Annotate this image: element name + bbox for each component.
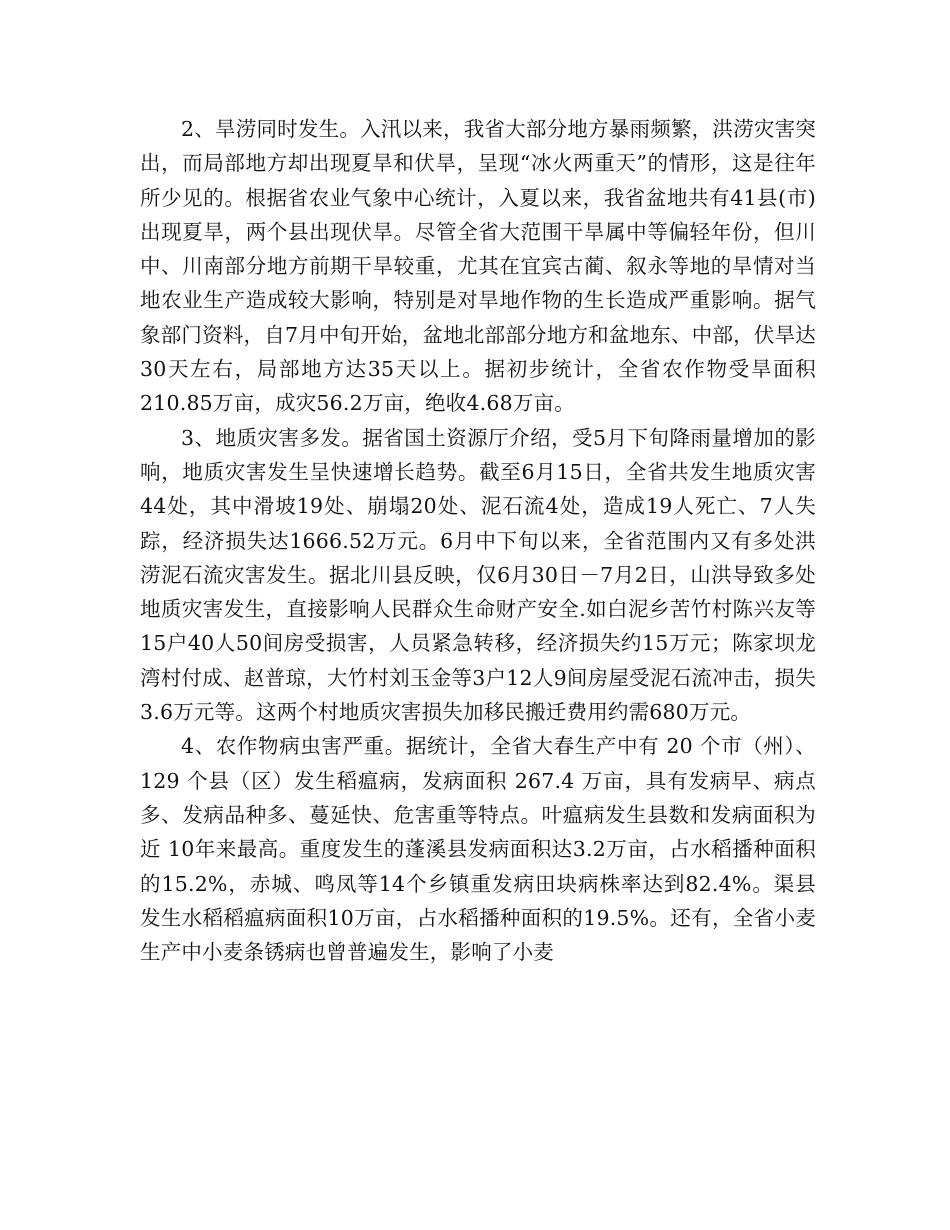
document-page — [140, 112, 816, 969]
paragraph-crop-pests: 4、农作物病虫害严重。据统计，全省大春生产中有 20 个市（州）、129 个县（区）发生稻瘟病，发病面积 267.4 万亩，具有发病早、病点多、发病品种多、蔓延快、危害重等特点。叶瘟病发生县数和发病面积为近 10年来最高。重度发生的蓬溪县发病面积达3.2万亩，占水稻播种面积的15.2%，赤城、鸣凤等14个乡镇重发病田块病株率达到82.4%。渠县发生水稻稻瘟病面积10万亩，占水稻播种面积的19.5%。还有，全省小麦生产中小麦条锈病也曾普遍发生，影响了小麦 — [140, 734, 816, 965]
paragraph-geological-disasters: 3、地质灾害多发。据省国土资源厅介绍，受5月下旬降雨量增加的影响，地质灾害发生呈快速增长趋势。截至6月15日，全省共发生地质灾害44处，其中滑坡19处、崩塌20处、泥石流4处，造成19人死亡、7人失踪，经济损失达1666.52万元。6月中下旬以来，全省范围内又有多处洪涝泥石流灾害发生。据北川县反映，仅6月30日－7月2日，山洪导致多处地质灾害发生，直接影响人民群众生命财产安全.如白泥乡苦竹村陈兴友等15户40人50间房受损害，人员紧急转移，经济损失约15万元；陈家坝龙湾村付成、赵普琼，大竹村刘玉金等3户12人9间房屋受泥石流冲击，损失3.6万元等。这两个村地质灾害损失加移民搬迁费用约需680万元。 — [140, 425, 816, 725]
paragraph-drought-flood: 2、旱涝同时发生。入汛以来，我省大部分地方暴雨频繁，洪涝灾害突出，而局部地方却出现夏旱和伏旱，呈现“冰火两重天”的情形，这是往年所少见的。根据省农业气象中心统计，入夏以来，我省盆地共有41县(市)出现夏旱，两个县出现伏旱。尽管全省大范围干旱属中等偏轻年份，但川中、川南部分地方前期干旱较重，尤其在宜宾古蔺、叙永等地的旱情对当地农业生产造成较大影响，特别是对旱地作物的生长造成严重影响。据气象部门资料，自7月中旬开始，盆地北部部分地方和盆地东、中部，伏旱达30天左右，局部地方达35天以上。据初步统计，全省农作物受旱面积210.85万亩，成灾56.2万亩，绝收4.68万亩。 — [140, 117, 816, 416]
